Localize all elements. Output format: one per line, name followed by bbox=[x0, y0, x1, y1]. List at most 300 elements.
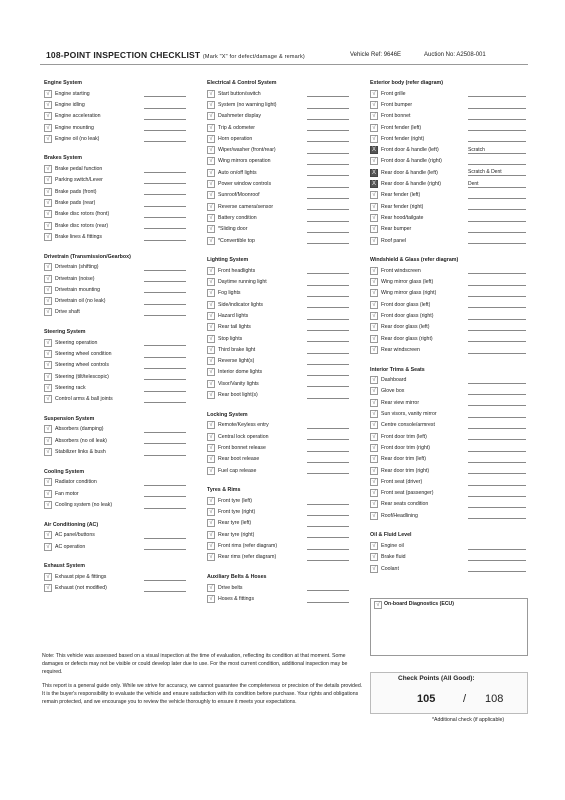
checklist-item bbox=[44, 360, 202, 371]
item-checkbox[interactable]: √ bbox=[370, 376, 378, 384]
remark-line[interactable] bbox=[468, 417, 526, 418]
remark-line[interactable] bbox=[307, 164, 349, 165]
item-label: Fog lights bbox=[218, 290, 241, 297]
auction-no bbox=[424, 52, 486, 58]
remark-line[interactable] bbox=[468, 462, 526, 463]
item-checkbox[interactable]: √ bbox=[370, 124, 378, 132]
item-checkbox[interactable]: √ bbox=[44, 501, 52, 509]
remark-line[interactable] bbox=[307, 243, 349, 244]
note-paragraph-2: This report is a general guide only. While we strive for accuracy, we cannot guarantee the completeness or precision of the details provided. It is the buyer's responsibility to evaluate the vehicle and ensure satisfaction with its condition before purchase. Your rights and obligations remain protected, and we encourage you to review the vehicle thoroughly to ensure it meets your expectations. bbox=[42, 683, 363, 705]
remark-line[interactable] bbox=[468, 496, 526, 497]
item-checkbox[interactable]: √ bbox=[207, 553, 215, 561]
checklist-item bbox=[207, 540, 365, 551]
remark-line[interactable] bbox=[468, 180, 526, 188]
item-checkbox[interactable]: √ bbox=[44, 308, 52, 316]
section-spacer bbox=[44, 511, 202, 520]
remark-line[interactable] bbox=[144, 172, 186, 173]
item-checkbox[interactable]: √ bbox=[44, 543, 52, 551]
item-checkbox[interactable]: X bbox=[371, 147, 376, 154]
item-label: Rear tail lights bbox=[218, 324, 251, 331]
item-checkbox[interactable]: √ bbox=[370, 203, 378, 211]
item-checkbox[interactable]: √ bbox=[207, 346, 215, 354]
item-checkbox[interactable]: √ bbox=[370, 421, 378, 429]
item-checkbox[interactable]: √ bbox=[370, 489, 378, 497]
remark-line[interactable] bbox=[307, 108, 349, 109]
item-label: Brake disc rotors (rear) bbox=[55, 222, 109, 229]
checklist-column-1 bbox=[44, 78, 202, 594]
item-checkbox[interactable]: √ bbox=[44, 437, 52, 445]
remark-line[interactable] bbox=[307, 198, 349, 199]
item-checkbox[interactable]: √ bbox=[207, 357, 215, 365]
remark-line[interactable] bbox=[468, 485, 526, 486]
remark-line[interactable] bbox=[144, 228, 186, 229]
item-checkbox[interactable]: √ bbox=[370, 500, 378, 508]
remark-line[interactable] bbox=[468, 209, 526, 210]
item-label: *Convertible top bbox=[218, 237, 255, 244]
item-checkbox[interactable]: √ bbox=[370, 191, 378, 199]
item-checkbox[interactable]: √ bbox=[370, 399, 378, 407]
section-spacer bbox=[207, 476, 365, 485]
remark-line[interactable] bbox=[468, 130, 526, 131]
checklist-item bbox=[44, 99, 202, 110]
item-checkbox[interactable]: √ bbox=[207, 368, 215, 376]
item-checkbox[interactable]: √ bbox=[44, 531, 52, 539]
item-checkbox[interactable]: √ bbox=[207, 584, 215, 592]
item-checkbox[interactable]: √ bbox=[370, 444, 378, 452]
section-spacer bbox=[207, 246, 365, 255]
remark-line[interactable] bbox=[307, 386, 349, 387]
item-checkbox[interactable]: √ bbox=[44, 395, 52, 403]
item-checkbox[interactable]: √ bbox=[370, 101, 378, 109]
item-label: Drivetrain (noise) bbox=[55, 275, 95, 282]
item-checkbox[interactable]: √ bbox=[207, 90, 215, 98]
remark-line[interactable] bbox=[468, 169, 526, 176]
item-label: Drivetrain mounting bbox=[55, 286, 100, 293]
item-checkbox[interactable]: √ bbox=[370, 225, 378, 233]
checklist-item bbox=[370, 299, 528, 310]
checklist-item bbox=[370, 122, 528, 133]
remark-line[interactable] bbox=[468, 232, 526, 233]
remark-line[interactable] bbox=[468, 518, 526, 519]
remark-line[interactable] bbox=[307, 296, 349, 297]
item-label: Roof panel bbox=[381, 237, 407, 244]
remark-line[interactable] bbox=[307, 175, 349, 176]
remark-line[interactable] bbox=[307, 319, 349, 320]
remark-line[interactable] bbox=[307, 285, 349, 286]
remark-line[interactable] bbox=[468, 96, 526, 97]
remark-line[interactable] bbox=[468, 428, 526, 429]
remark-line[interactable] bbox=[307, 602, 349, 603]
item-checkbox[interactable]: √ bbox=[370, 157, 378, 165]
remark-line[interactable] bbox=[144, 432, 186, 433]
remark-line[interactable] bbox=[144, 292, 186, 293]
remark-line[interactable] bbox=[144, 496, 186, 497]
item-checkbox[interactable]: √ bbox=[207, 519, 215, 527]
item-checkbox[interactable]: √ bbox=[44, 101, 52, 109]
item-checkbox[interactable]: √ bbox=[44, 90, 52, 98]
remark-line[interactable] bbox=[307, 375, 349, 376]
remark-line[interactable] bbox=[468, 383, 526, 384]
item-checkbox[interactable]: √ bbox=[370, 346, 378, 354]
item-label: Rear hood/tailgate bbox=[381, 214, 424, 221]
remark-line[interactable] bbox=[468, 221, 526, 222]
item-checkbox[interactable]: √ bbox=[207, 191, 215, 199]
item-checkbox[interactable]: √ bbox=[207, 135, 215, 143]
item-label: Engine oil bbox=[381, 543, 404, 550]
item-checkbox[interactable]: √ bbox=[44, 165, 52, 173]
remark-line[interactable] bbox=[307, 590, 349, 591]
item-label: Rear bumper bbox=[381, 226, 412, 233]
remark-line[interactable] bbox=[144, 591, 186, 592]
vehicle-ref-label: Vehicle Ref: bbox=[350, 52, 383, 58]
item-checkbox[interactable]: √ bbox=[207, 542, 215, 550]
section-title: Cooling System bbox=[44, 468, 85, 475]
item-checkbox[interactable]: √ bbox=[207, 301, 215, 309]
item-checkbox[interactable]: √ bbox=[44, 297, 52, 305]
item-checkbox[interactable]: √ bbox=[207, 146, 215, 154]
checklist-item bbox=[207, 190, 365, 201]
checklist-item bbox=[207, 122, 365, 133]
remark-line[interactable] bbox=[307, 353, 349, 354]
item-label: Front tyre (right) bbox=[218, 509, 256, 516]
remark-line[interactable] bbox=[307, 473, 349, 474]
item-checkbox[interactable]: √ bbox=[207, 289, 215, 297]
item-checkbox[interactable]: √ bbox=[44, 263, 52, 271]
item-label: Steering rack bbox=[55, 384, 86, 391]
remark-line[interactable] bbox=[307, 560, 349, 561]
item-label: Stop lights bbox=[218, 335, 243, 342]
item-checkbox[interactable]: √ bbox=[370, 112, 378, 120]
section-spacer bbox=[370, 521, 528, 530]
item-label: Front rims (refer diagram) bbox=[218, 543, 278, 550]
remark-line[interactable] bbox=[468, 439, 526, 440]
item-checkbox[interactable]: √ bbox=[370, 90, 378, 98]
item-label: Engine oil (no leak) bbox=[55, 135, 100, 142]
remark-line[interactable] bbox=[144, 119, 186, 120]
item-checkbox[interactable]: √ bbox=[207, 237, 215, 245]
remark-line[interactable] bbox=[468, 146, 526, 154]
item-checkbox[interactable]: √ bbox=[44, 478, 52, 486]
remark-line[interactable] bbox=[307, 130, 349, 131]
remark-line[interactable] bbox=[144, 270, 186, 271]
checklist-item bbox=[370, 386, 528, 397]
item-checkbox[interactable]: √ bbox=[44, 275, 52, 283]
section-title: Auxiliary Belts & Hoses bbox=[207, 573, 267, 580]
remark-line[interactable] bbox=[468, 330, 526, 331]
remark-line[interactable] bbox=[144, 508, 186, 509]
item-checkbox[interactable]: √ bbox=[370, 237, 378, 245]
checklist-item bbox=[207, 356, 365, 367]
remark-line[interactable] bbox=[468, 394, 526, 395]
checklist-item bbox=[44, 122, 202, 133]
remark-line[interactable] bbox=[144, 455, 186, 456]
remark-line[interactable] bbox=[307, 428, 349, 429]
remark-line[interactable] bbox=[307, 330, 349, 331]
remark-line[interactable] bbox=[144, 96, 186, 97]
item-label: Fan motor bbox=[55, 490, 79, 497]
remark-line[interactable] bbox=[144, 304, 186, 305]
item-checkbox[interactable]: √ bbox=[44, 361, 52, 369]
checklist-item bbox=[207, 299, 365, 310]
item-checkbox[interactable]: √ bbox=[44, 233, 52, 241]
checklist-item bbox=[370, 276, 528, 287]
item-checkbox[interactable]: √ bbox=[44, 448, 52, 456]
item-checkbox[interactable]: √ bbox=[207, 180, 215, 188]
item-checkbox[interactable]: √ bbox=[44, 384, 52, 392]
item-checkbox[interactable]: √ bbox=[370, 335, 378, 343]
remark-line[interactable] bbox=[144, 141, 186, 142]
checklist-item bbox=[370, 133, 528, 144]
item-label: Front door glass (right) bbox=[381, 312, 434, 319]
item-checkbox[interactable]: √ bbox=[370, 433, 378, 441]
checklist-item bbox=[207, 310, 365, 321]
item-label: *Sliding door bbox=[218, 226, 248, 233]
remark-line[interactable] bbox=[307, 515, 349, 516]
remark-line[interactable] bbox=[144, 206, 186, 207]
item-checkbox[interactable]: √ bbox=[44, 124, 52, 132]
item-checkbox[interactable]: √ bbox=[370, 410, 378, 418]
item-label: Rear door trim (left) bbox=[381, 456, 426, 463]
item-checkbox[interactable]: √ bbox=[44, 425, 52, 433]
remark-line[interactable] bbox=[468, 341, 526, 342]
remark-line[interactable] bbox=[144, 345, 186, 346]
section-spacer bbox=[44, 243, 202, 252]
remark-line[interactable] bbox=[307, 504, 349, 505]
remark-line[interactable] bbox=[468, 119, 526, 120]
item-checkbox[interactable]: √ bbox=[207, 335, 215, 343]
checklist-item bbox=[44, 477, 202, 488]
remark-text: Scratch bbox=[468, 146, 485, 153]
item-label: Front door glass (left) bbox=[381, 301, 431, 308]
checklist-item bbox=[370, 235, 528, 246]
checklist-item bbox=[44, 348, 202, 359]
item-checkbox[interactable]: √ bbox=[207, 455, 215, 463]
item-checkbox[interactable]: √ bbox=[207, 323, 215, 331]
checklist-item bbox=[370, 540, 528, 551]
item-checkbox[interactable]: √ bbox=[44, 490, 52, 498]
remark-line[interactable] bbox=[468, 141, 526, 142]
remark-line[interactable] bbox=[144, 485, 186, 486]
checklist-item bbox=[207, 235, 365, 246]
item-label: Roof/Headlining bbox=[381, 512, 418, 519]
section-title: Tyres & Rims bbox=[207, 487, 241, 494]
item-checkbox[interactable]: √ bbox=[207, 433, 215, 441]
item-checkbox[interactable]: X bbox=[371, 169, 376, 176]
remark-line[interactable] bbox=[307, 462, 349, 463]
item-checkbox[interactable]: √ bbox=[370, 214, 378, 222]
item-checkbox[interactable]: √ bbox=[207, 124, 215, 132]
remark-line[interactable] bbox=[468, 353, 526, 354]
item-checkbox[interactable]: √ bbox=[370, 135, 378, 143]
remark-line[interactable] bbox=[144, 402, 186, 403]
item-checkbox[interactable]: √ bbox=[207, 444, 215, 452]
remark-line[interactable] bbox=[144, 130, 186, 131]
item-checkbox[interactable]: √ bbox=[44, 176, 52, 184]
remark-line[interactable] bbox=[468, 296, 526, 297]
remark-line[interactable] bbox=[144, 217, 186, 218]
remark-line[interactable] bbox=[144, 368, 186, 369]
checklist-item bbox=[207, 322, 365, 333]
remark-line[interactable] bbox=[307, 221, 349, 222]
item-checkbox[interactable]: √ bbox=[44, 373, 52, 381]
remark-line[interactable] bbox=[468, 560, 526, 561]
remark-line[interactable] bbox=[468, 549, 526, 550]
item-checkbox[interactable]: √ bbox=[207, 101, 215, 109]
remark-line[interactable] bbox=[144, 108, 186, 109]
item-checkbox[interactable]: √ bbox=[370, 467, 378, 475]
item-checkbox[interactable]: √ bbox=[44, 135, 52, 143]
item-checkbox[interactable]: √ bbox=[207, 157, 215, 165]
item-label: Wing mirrors operation bbox=[218, 158, 271, 165]
item-checkbox[interactable]: √ bbox=[207, 225, 215, 233]
item-checkbox[interactable]: √ bbox=[207, 203, 215, 211]
item-checkbox[interactable]: √ bbox=[207, 380, 215, 388]
checklist-item bbox=[370, 167, 528, 178]
item-checkbox[interactable]: √ bbox=[370, 267, 378, 275]
remark-line[interactable] bbox=[307, 232, 349, 233]
item-checkbox[interactable]: √ bbox=[370, 323, 378, 331]
item-checkbox[interactable]: √ bbox=[370, 553, 378, 561]
remark-line[interactable] bbox=[144, 240, 186, 241]
remark-line[interactable] bbox=[144, 379, 186, 380]
remark-line[interactable] bbox=[468, 451, 526, 452]
remark-line[interactable] bbox=[468, 164, 526, 165]
item-checkbox[interactable]: √ bbox=[207, 169, 215, 177]
checklist-item bbox=[44, 499, 202, 510]
item-checkbox[interactable]: √ bbox=[207, 497, 215, 505]
remark-line[interactable] bbox=[144, 391, 186, 392]
remark-line[interactable] bbox=[144, 315, 186, 316]
obd-checkbox[interactable]: √ bbox=[374, 601, 382, 609]
item-checkbox[interactable]: √ bbox=[44, 112, 52, 120]
item-checkbox[interactable]: √ bbox=[44, 222, 52, 230]
item-checkbox[interactable]: √ bbox=[44, 350, 52, 358]
obd-box bbox=[370, 598, 528, 656]
item-checkbox[interactable]: √ bbox=[207, 214, 215, 222]
remark-line[interactable] bbox=[307, 398, 349, 399]
checklist-item bbox=[370, 265, 528, 276]
remark-line[interactable] bbox=[307, 307, 349, 308]
remark-line[interactable] bbox=[144, 194, 186, 195]
item-checkbox[interactable]: √ bbox=[44, 199, 52, 207]
remark-line[interactable] bbox=[468, 319, 526, 320]
checklist-item bbox=[370, 408, 528, 419]
item-checkbox[interactable]: √ bbox=[207, 421, 215, 429]
remark-line[interactable] bbox=[144, 549, 186, 550]
item-checkbox[interactable]: √ bbox=[370, 455, 378, 463]
remark-line[interactable] bbox=[144, 281, 186, 282]
item-checkbox[interactable]: √ bbox=[44, 188, 52, 196]
remark-line[interactable] bbox=[307, 153, 349, 154]
item-label: Rear door trim (right) bbox=[381, 467, 430, 474]
item-checkbox[interactable]: √ bbox=[44, 584, 52, 592]
item-checkbox[interactable]: √ bbox=[370, 301, 378, 309]
item-label: Front door & handle (left) bbox=[381, 147, 439, 154]
remark-line[interactable] bbox=[468, 198, 526, 199]
item-checkbox[interactable]: X bbox=[371, 181, 376, 188]
item-checkbox[interactable]: √ bbox=[44, 210, 52, 218]
remark-line[interactable] bbox=[144, 443, 186, 444]
item-checkbox[interactable]: √ bbox=[207, 595, 215, 603]
item-checkbox[interactable]: √ bbox=[207, 312, 215, 320]
remark-line[interactable] bbox=[468, 307, 526, 308]
remark-line[interactable] bbox=[307, 451, 349, 452]
remark-line[interactable] bbox=[144, 357, 186, 358]
remark-line[interactable] bbox=[307, 549, 349, 550]
remark-line[interactable] bbox=[144, 183, 186, 184]
remark-line[interactable] bbox=[307, 187, 349, 188]
remark-line[interactable] bbox=[468, 243, 526, 244]
item-checkbox[interactable]: √ bbox=[207, 112, 215, 120]
item-checkbox[interactable]: √ bbox=[44, 573, 52, 581]
checklist-item bbox=[370, 476, 528, 487]
remark-line[interactable] bbox=[468, 507, 526, 508]
item-label: Auto on/off lights bbox=[218, 169, 257, 176]
remark-line[interactable] bbox=[307, 96, 349, 97]
section-title: Windshield & Glass (refer diagram) bbox=[370, 257, 459, 264]
remark-line[interactable] bbox=[307, 341, 349, 342]
item-checkbox[interactable]: √ bbox=[207, 391, 215, 399]
remark-line[interactable] bbox=[307, 141, 349, 142]
section-spacer bbox=[44, 458, 202, 467]
item-checkbox[interactable]: √ bbox=[370, 478, 378, 486]
remark-line[interactable] bbox=[307, 273, 349, 274]
item-checkbox[interactable]: √ bbox=[207, 467, 215, 475]
item-label: Front fender (left) bbox=[381, 124, 422, 131]
checklist-item bbox=[44, 371, 202, 382]
section-title: Steering System bbox=[44, 329, 86, 336]
item-label: Reverse camera/sensor bbox=[218, 203, 274, 210]
item-checkbox[interactable]: √ bbox=[207, 267, 215, 275]
remark-line[interactable] bbox=[307, 119, 349, 120]
remark-line[interactable] bbox=[468, 405, 526, 406]
item-checkbox[interactable]: √ bbox=[370, 565, 378, 573]
checklist-item bbox=[44, 435, 202, 446]
remark-line[interactable] bbox=[144, 538, 186, 539]
item-checkbox[interactable]: √ bbox=[44, 286, 52, 294]
checklist-item bbox=[207, 507, 365, 518]
checklist-item bbox=[370, 454, 528, 465]
remark-line[interactable] bbox=[307, 209, 349, 210]
item-checkbox[interactable]: √ bbox=[207, 508, 215, 516]
item-checkbox[interactable]: √ bbox=[370, 312, 378, 320]
checklist-item bbox=[44, 446, 202, 457]
item-checkbox[interactable]: √ bbox=[370, 278, 378, 286]
remark-line[interactable] bbox=[468, 108, 526, 109]
item-checkbox[interactable]: √ bbox=[370, 289, 378, 297]
remark-line[interactable] bbox=[307, 439, 349, 440]
item-checkbox[interactable]: √ bbox=[370, 542, 378, 550]
remark-line[interactable] bbox=[307, 537, 349, 538]
remark-line[interactable] bbox=[468, 571, 526, 572]
item-checkbox[interactable]: √ bbox=[44, 339, 52, 347]
item-label: Front door & handle (right) bbox=[381, 158, 442, 165]
section-title: Engine System bbox=[44, 80, 82, 86]
remark-line[interactable] bbox=[307, 364, 349, 365]
item-checkbox[interactable]: √ bbox=[207, 531, 215, 539]
remark-line[interactable] bbox=[468, 285, 526, 286]
checklist-item bbox=[207, 552, 365, 563]
remark-line[interactable] bbox=[307, 526, 349, 527]
remark-line[interactable] bbox=[468, 473, 526, 474]
item-checkbox[interactable]: √ bbox=[370, 387, 378, 395]
item-label: Battery condition bbox=[218, 214, 257, 221]
item-label: Rear door & handle (left) bbox=[381, 169, 438, 176]
item-checkbox[interactable]: √ bbox=[207, 278, 215, 286]
remark-line[interactable] bbox=[468, 273, 526, 274]
remark-line[interactable] bbox=[144, 580, 186, 581]
item-checkbox[interactable]: √ bbox=[370, 512, 378, 520]
